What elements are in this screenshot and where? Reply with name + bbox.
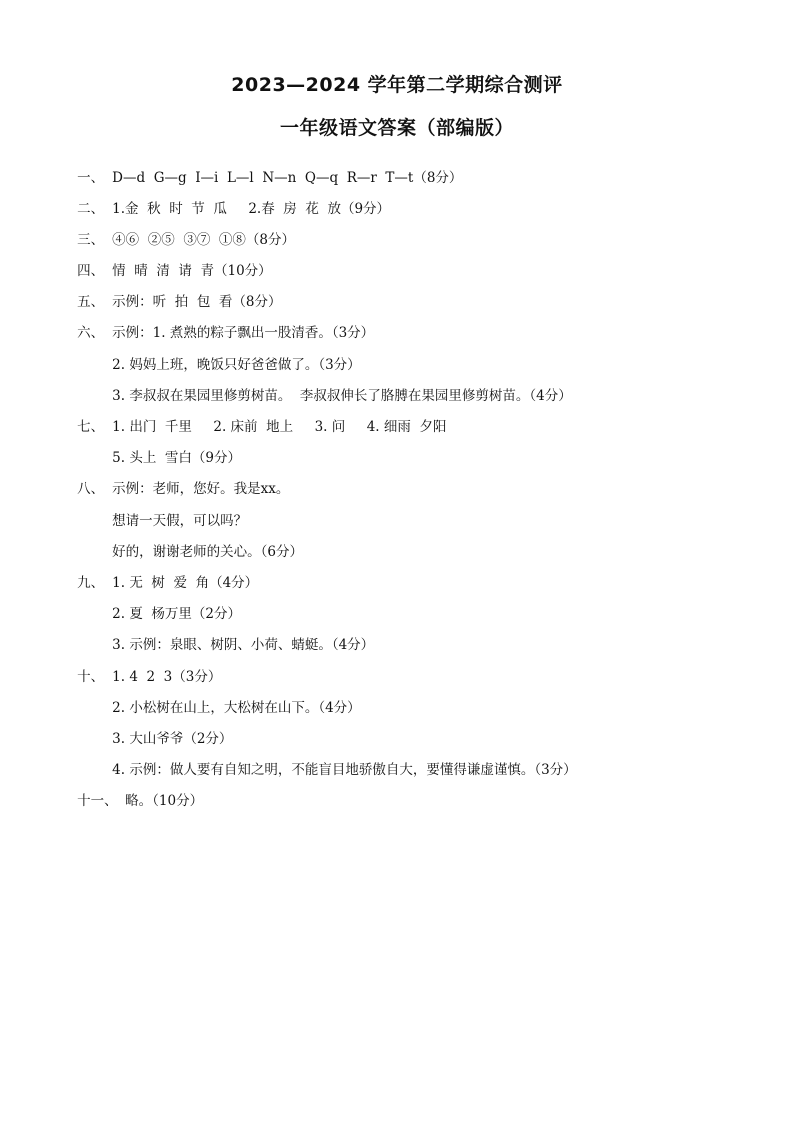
answer-text: 示例：老师，您好。我是xx。 <box>112 481 290 497</box>
answer-text: 1. 出门 千里 2. 床前 地上 3. 问 4. 细雨 夕阳 <box>112 419 447 435</box>
answer-text: 1. 4 2 3（3分） <box>112 669 222 685</box>
answer-text: 好的，谢谢老师的关心。（6分） <box>112 544 304 560</box>
answer-text: 1. 无 树 爱 角（4分） <box>112 575 259 591</box>
answer-text: ④⑥ ②⑤ ③⑦ ①⑧（8分） <box>112 232 296 248</box>
answer-text: 略。（10分） <box>125 793 204 809</box>
question-number: 十、 <box>77 669 105 685</box>
answer-text: 3. 李叔叔在果园里修剪树苗。 李叔叔伸长了胳膊在果园里修剪树苗。（4分） <box>112 388 572 404</box>
document-title: 2023—2024 学年第二学期综合测评 <box>231 74 563 96</box>
answer-text: 3. 示例：泉眼、树阴、小荷、蜻蜓。（4分） <box>112 637 375 653</box>
question-number: 十一、 <box>77 793 118 809</box>
answer-row <box>0 774 203 828</box>
question-number: 九、 <box>77 575 105 591</box>
question-number: 五、 <box>77 294 105 310</box>
question-number: 八、 <box>77 481 105 497</box>
question-number: 二、 <box>77 201 105 217</box>
answer-text: 想请一天假，可以吗？ <box>112 513 248 529</box>
question-number: 六、 <box>77 325 105 341</box>
answer-text: 5. 头上 雪白（9分） <box>112 450 242 466</box>
answer-text: 4. 示例：做人要有自知之明，不能盲目地骄傲自大，要懂得谦虚谨慎。（3分） <box>112 762 577 778</box>
question-number: 七、 <box>77 419 105 435</box>
question-number: 四、 <box>77 263 105 279</box>
answer-text: 2. 夏 杨万里（2分） <box>112 606 242 622</box>
answer-text: 2. 妈妈上班，晚饭只好爸爸做了。（3分） <box>112 357 361 373</box>
answer-text: 示例：1. 煮熟的粽子飘出一股清香。（3分） <box>112 325 375 341</box>
document-subtitle: 一年级语文答案（部编版） <box>279 117 514 139</box>
answer-text: 情 晴 清 请 青（10分） <box>112 263 272 279</box>
answer-text: 3. 大山爷爷（2分） <box>112 731 233 747</box>
answer-text: D—d G—g I—i L—l N—n Q—q R—r T—t（8分） <box>112 170 463 186</box>
answer-text: 2. 小松树在山上，大松树在山下。（4分） <box>112 700 361 716</box>
answer-text: 示例：听 拍 包 看（8分） <box>112 294 282 310</box>
answer-text: 1.金 秋 时 节 瓜 2.春 房 花 放（9分） <box>112 201 391 217</box>
question-number: 一、 <box>77 170 105 186</box>
question-number: 三、 <box>77 232 105 248</box>
